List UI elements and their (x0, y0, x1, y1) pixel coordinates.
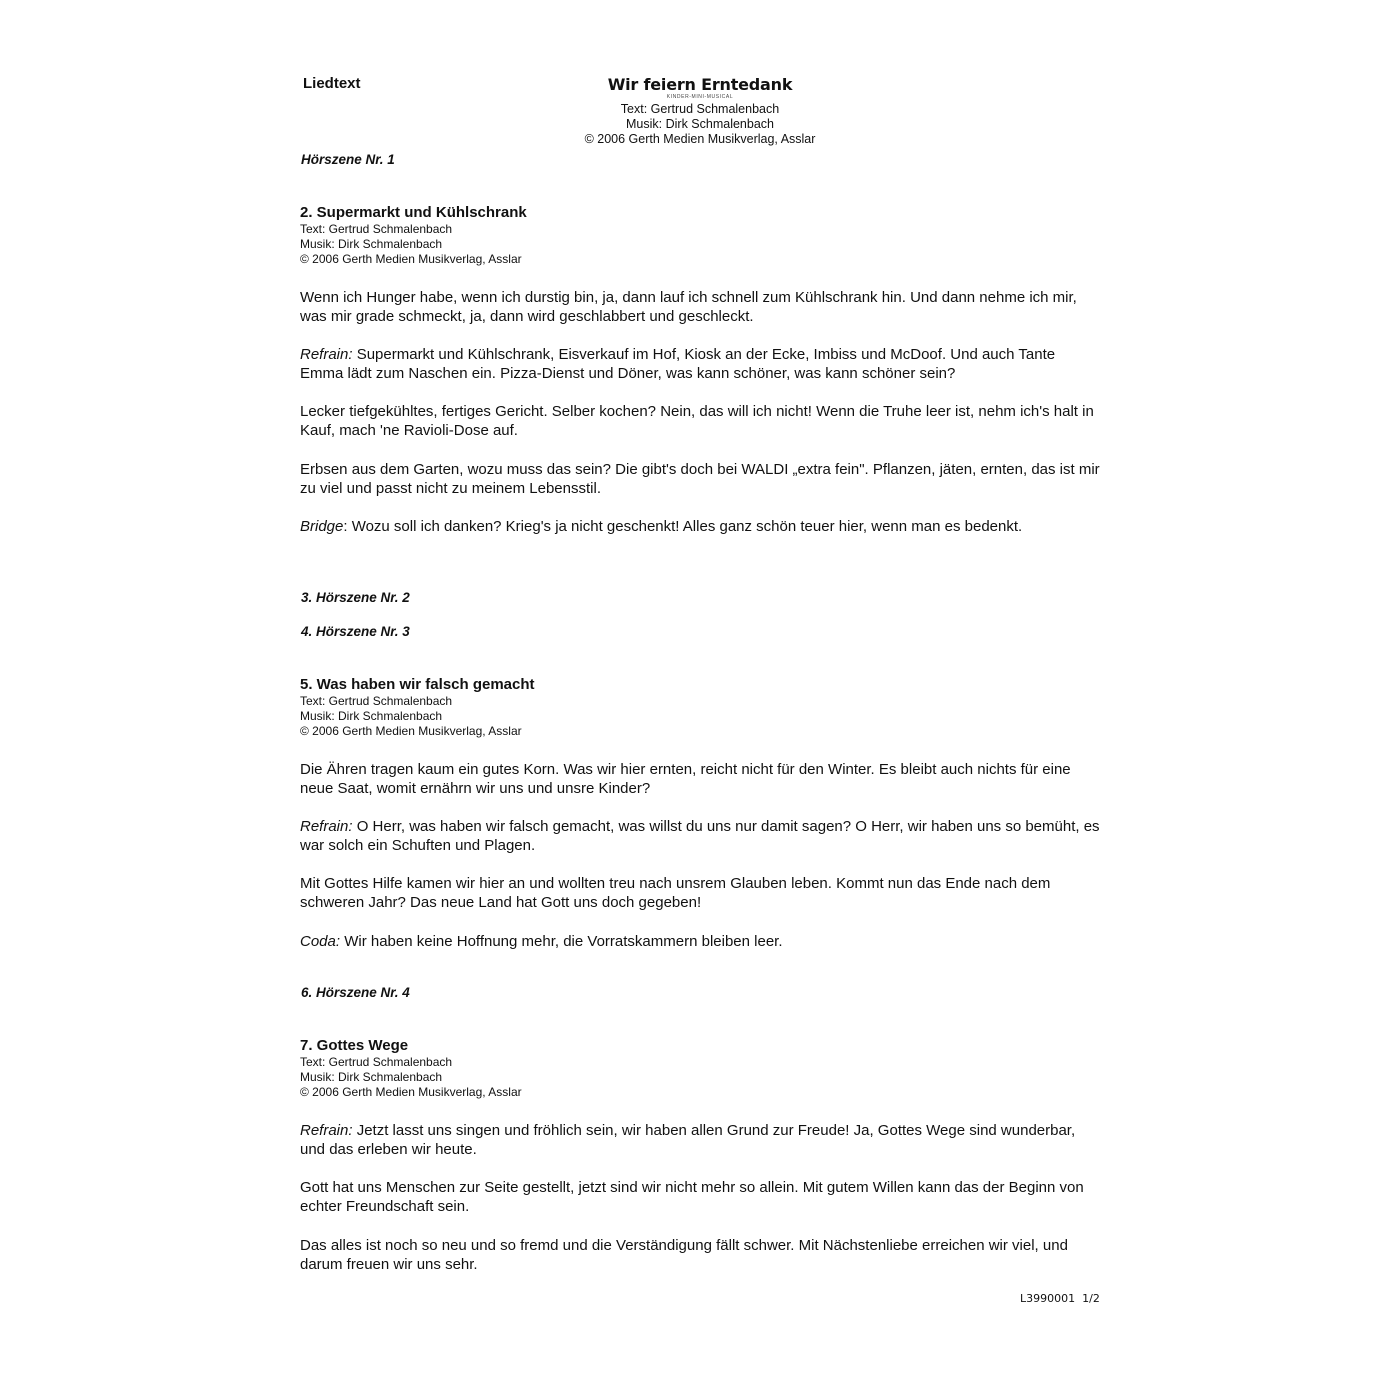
lyrics-paragraph: Erbsen aus dem Garten, wozu muss das sein? Die gibt's doch bei WALDI „extra fein". Pflanzen, jäten, ernten, das ist mir zu viel und passt nicht zu meinem Lebensstil. (300, 461, 1100, 497)
refrain-paragraph (300, 817, 1100, 855)
musical-header (540, 76, 860, 147)
refrain-label: Refrain: (300, 1122, 353, 1139)
lyrics-paragraph: Gott hat uns Menschen zur Seite gestellt, jetzt sind wir nicht mehr so allein. Mit gutem Willen kann das der Beginn von echter Freundschaft sein. (300, 1179, 1084, 1215)
song-music-credit: Musik: Dirk Schmalenbach (300, 237, 443, 251)
scene-heading-2: 3. Hörszene Nr. 2 (301, 590, 410, 605)
song-block-2 (300, 204, 527, 267)
bridge-text: : Wozu soll ich danken? Krieg's ja nicht geschenkt! Alles ganz schön teuer hier, wenn man es bedenkt. (343, 518, 1023, 535)
song-text-credit: Text: Gertrud Schmalenbach (300, 222, 453, 236)
song-music-credit: Musik: Dirk Schmalenbach (300, 1070, 443, 1084)
song-copyright: © 2006 Gerth Medien Musikverlag, Asslar (300, 1085, 522, 1099)
header-copyright: © 2006 Gerth Medien Musikverlag, Asslar (584, 132, 816, 146)
coda-paragraph (300, 932, 1100, 951)
song-title: 2. Supermarkt und Kühlschrank (300, 204, 527, 221)
refrain-label: Refrain: (300, 346, 353, 363)
page-number: 1/2 (1082, 1292, 1100, 1305)
refrain-text: Jetzt lasst uns singen und fröhlich sein, wir haben allen Grund zur Freude! Ja, Gottes Wege sind wunderbar, und das erleben wir heute. (300, 1122, 1076, 1158)
lyrics-paragraph: Wenn ich Hunger habe, wenn ich durstig bin, ja, dann lauf ich schnell zum Kühlschrank hin. Und dann nehme ich mir, was mir grade schmeckt, ja, dann wird geschlabbert und geschleckt. (300, 289, 1077, 325)
scene-heading-4: 6. Hörszene Nr. 4 (301, 985, 410, 1000)
refrain-paragraph (300, 1121, 1100, 1159)
header-music-credit: Musik: Dirk Schmalenbach (626, 117, 774, 131)
musical-subtitle: KINDER-MINI-MUSICAL (666, 94, 734, 100)
song-block-7 (300, 1037, 522, 1100)
song-title: 7. Gottes Wege (300, 1037, 409, 1054)
song-music-credit: Musik: Dirk Schmalenbach (300, 709, 443, 723)
lyrics-paragraph: Das alles ist noch so neu und so fremd und die Verständigung fällt schwer. Mit Nächstenliebe erreichen wir viel, und darum freuen wir uns sehr. (300, 1237, 1068, 1273)
refrain-paragraph (300, 345, 1100, 383)
song-copyright: © 2006 Gerth Medien Musikverlag, Asslar (300, 252, 522, 266)
scene-heading-1: Hörszene Nr. 1 (301, 152, 395, 167)
coda-label: Coda: (300, 933, 341, 950)
page-footer (1020, 1292, 1100, 1305)
musical-title-logo: Wir feiern Erntedank (607, 75, 793, 94)
header-text-credit: Text: Gertrud Schmalenbach (620, 102, 780, 116)
document-code: L3990001 (1020, 1292, 1076, 1305)
document-label: Liedtext (303, 75, 361, 92)
bridge-label: Bridge (300, 518, 344, 535)
lyrics-paragraph: Mit Gottes Hilfe kamen wir hier an und wollten treu nach unsrem Glauben leben. Kommt nun das Ende nach dem schweren Jahr? Das neue Land hat Gott uns doch gegeben! (300, 875, 1051, 911)
song-copyright: © 2006 Gerth Medien Musikverlag, Asslar (300, 724, 522, 738)
coda-text: Wir haben keine Hoffnung mehr, die Vorratskammern bleiben leer. (340, 933, 783, 950)
song-title: 5. Was haben wir falsch gemacht (300, 676, 535, 693)
refrain-label: Refrain: (300, 818, 353, 835)
lyrics-paragraph: Lecker tiefgekühltes, fertiges Gericht. Selber kochen? Nein, das will ich nicht! Wenn die Truhe leer ist, nehm ich's halt in Kauf, mach 'ne Ravioli-Dose auf. (300, 403, 1094, 439)
refrain-text: Supermarkt und Kühlschrank, Eisverkauf im Hof, Kiosk an der Ecke, Imbiss und McDoof. Und auch Tante Emma lädt zum Naschen ein. Pizza-Dienst und Döner, was kann schöner, was kann schöner sein? (300, 346, 1056, 382)
song-block-5 (300, 676, 535, 739)
lyrics-paragraph: Die Ähren tragen kaum ein gutes Korn. Was wir hier ernten, reicht nicht für den Winter. Es bleibt auch nichts für eine neue Saat, womit ernährn wir uns und unsre Kinder? (300, 761, 1071, 797)
song-text-credit: Text: Gertrud Schmalenbach (300, 1055, 453, 1069)
song-text-credit: Text: Gertrud Schmalenbach (300, 694, 453, 708)
bridge-paragraph (300, 517, 1100, 536)
refrain-text: O Herr, was haben wir falsch gemacht, was willst du uns nur damit sagen? O Herr, wir haben uns so bemüht, es war solch ein Schuften und Plagen. (300, 818, 1100, 854)
scene-heading-3: 4. Hörszene Nr. 3 (301, 624, 410, 639)
